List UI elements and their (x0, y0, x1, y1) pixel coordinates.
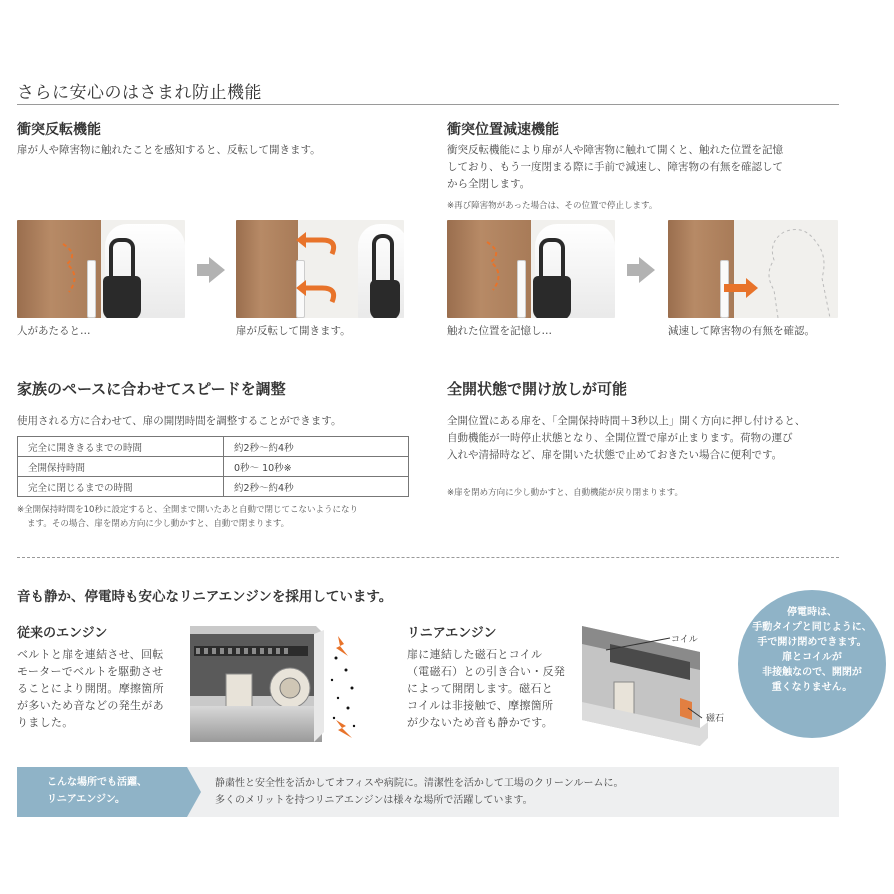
bubble-line: 停電時は、 (787, 607, 837, 618)
banner-tag-line: こんな場所でも活躍、 (47, 777, 147, 788)
table-cell-label: 完全に開ききるまでの時間 (18, 437, 224, 457)
speed-heading: 家族のペースに合わせてスピードを調整 (17, 380, 286, 398)
conventional-engine-illustration (186, 622, 362, 748)
section-divider (17, 557, 839, 558)
linear-text-line: によって開閉します。磁石と (407, 682, 554, 695)
slow-arrow-icon (722, 278, 762, 298)
table-row (18, 457, 409, 477)
title-divider (17, 104, 839, 105)
reversal-caption-left: 人があたると… (17, 325, 91, 337)
coil-label: コイル (671, 635, 698, 645)
reversal-heading: 衝突反転機能 (17, 122, 101, 138)
speed-table (17, 436, 409, 497)
linear-engine-illustration (580, 622, 730, 748)
slowdown-caption-left: 触れた位置を記憶し… (447, 325, 552, 337)
table-cell-value: 約2秒～約4秒 (224, 477, 409, 497)
holdopen-text-line: 自動機能が一時停止状態となり、全開位置で扉が止まります。荷物の運び (447, 432, 793, 444)
power-outage-bubble (738, 590, 886, 738)
step-arrow-icon (209, 257, 225, 283)
conventional-text-line: りました。 (17, 716, 74, 729)
conventional-heading: 従来のエンジン (17, 626, 108, 641)
reversal-caption-right: 扉が反転して開きます。 (236, 325, 351, 337)
engine-heading: 音も静か、停電時も安心なリニアエンジンを採用しています。 (17, 589, 393, 605)
table-cell-value: 約2秒～約4秒 (224, 437, 409, 457)
page-title: さらに安心のはさまれ防止機能 (17, 83, 262, 103)
bubble-line: 扉とコイルが (782, 652, 842, 663)
speed-note-line: ※全開保持時間を10秒に設定すると、全開まで開いたあと自動で閉じてこないようになり (17, 505, 358, 515)
linear-text-line: が少ないため音も静かです。 (407, 716, 554, 729)
speed-note-line: ます。その場合、扉を閉め方向に少し動かすと、自動で閉まります。 (27, 519, 290, 529)
ghost-person-outline-icon (738, 220, 838, 318)
banner-tag-arrow (187, 767, 201, 817)
reversal-photo-contact (17, 220, 185, 318)
step-arrow-icon (639, 257, 655, 283)
table-row (18, 437, 409, 457)
slowdown-photo-check (668, 220, 838, 318)
speed-text: 使用される方に合わせて、扉の開閉時間を調整することができます。 (17, 415, 342, 427)
linear-text-line: （電磁石）との引き合い・反発 (407, 665, 566, 678)
conventional-text-line: が多いため音などの発生があ (17, 699, 164, 712)
usage-banner-tag (17, 767, 187, 817)
table-cell-label: 全開保持時間 (18, 457, 224, 477)
reversal-text: 扉が人や障害物に触れたことを感知すると、反転して開きます。 (17, 144, 321, 156)
banner-tag-line: リニアエンジン。 (47, 794, 125, 805)
slowdown-text-line: しており、もう一度閉まる際に手前で減速し、障害物の有無を確認して (447, 161, 783, 173)
slowdown-photo-memory (447, 220, 615, 318)
linear-text-line: コイルは非接触で、摩擦箇所 (407, 699, 554, 712)
holdopen-heading: 全開状態で開け放しが可能 (447, 380, 628, 398)
slowdown-caption-right: 減速して障害物の有無を確認。 (668, 325, 815, 337)
slowdown-note: ※再び障害物があった場合は、その位置で停止します。 (447, 201, 658, 211)
table-cell-value: 0秒～ 10秒※ (224, 457, 409, 477)
conventional-text-line: ベルトと扉を連結させ、回転 (17, 648, 164, 661)
conventional-text-line: モーターでベルトを駆動させ (17, 665, 164, 678)
holdopen-text-line: 入れや清掃時など、扉を開いた状態で止めておきたい場合に便利です。 (447, 449, 783, 461)
bubble-line: 重くなりません。 (771, 682, 853, 693)
linear-heading: リニアエンジン (407, 626, 497, 641)
reversal-photo-reopen (236, 220, 404, 318)
banner-text-line: 静粛性と安全性を活かしてオフィスや病院に。清潔性を活かして工場のクリーンルームに。 (215, 778, 624, 789)
bubble-line: 非接触なので、開閉が (762, 667, 862, 678)
holdopen-text-line: 全開位置にある扉を、「全開保持時間＋3秒以上」開く方向に押し付けると、 (447, 415, 806, 427)
slowdown-text-line: 衝突反転機能により扉が人や障害物に触れて開くと、触れた位置を記憶 (447, 144, 783, 156)
reverse-arrow-icon (292, 226, 342, 316)
slowdown-heading: 衝突位置減速機能 (447, 122, 559, 138)
impact-curve-icon (481, 238, 513, 298)
linear-text-line: 扉に連結した磁石とコイル (407, 648, 543, 661)
banner-text-line: 多くのメリットを持つリニアエンジンは様々な場所で活躍しています。 (215, 795, 533, 806)
table-row (18, 477, 409, 497)
bubble-line: 手で開け閉めできます。 (757, 637, 867, 648)
table-cell-label: 完全に閉じるまでの時間 (18, 477, 224, 497)
magnet-label: 磁石 (706, 714, 725, 724)
impact-curve-icon (57, 240, 89, 300)
conventional-text-line: ることにより開閉。摩擦箇所 (17, 682, 164, 695)
holdopen-note: ※扉を閉め方向に少し動かすと、自動機能が戻り閉まります。 (447, 488, 683, 498)
bubble-line: 手動タイプと同じように、 (752, 622, 872, 633)
slowdown-text-line: から全閉します。 (447, 178, 531, 190)
